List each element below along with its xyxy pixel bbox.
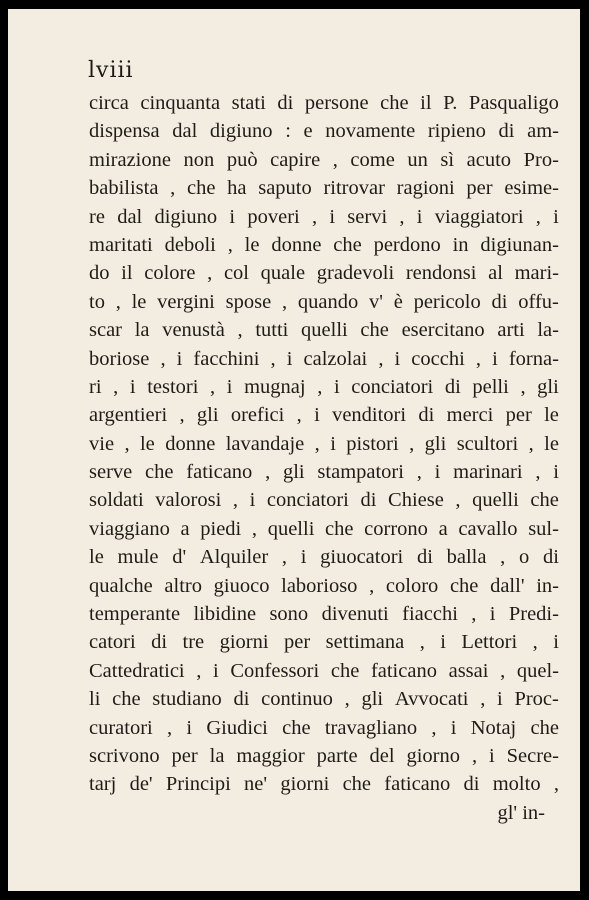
text-line: scar la venustà , tutti quelli che esercitano arti la- [89,319,559,342]
text-line: vie , le donne lavandaje , i pistori , gli scultori , le [89,432,559,455]
text-line: scrivono per la maggior parte del giorno , i Secre- [89,744,559,767]
page-number: lviii [88,58,134,83]
text-line: le mule d' Alquiler , i giuocatori di balla , o di [89,546,559,569]
text-line: soldati valorosi , i conciatori di Chiese , quelli che [89,489,559,512]
text-line: li che studiano di continuo , gli Avvocati , i Proc- [89,688,559,711]
text-line: circa cinquanta stati di persone che il P. Pasqualigo [89,92,559,114]
text-line: tarj de' Principi ne' giorni che faticano di molto , [89,773,559,796]
text-line: maritati deboli , le donne che perdono in digiunan- [89,233,559,256]
text-line: babilista , che ha saputo ritrovar ragioni per esime- [89,177,559,200]
book-page [8,9,580,891]
text-line: mirazione non può capire , come un sì acuto Pro- [89,148,559,171]
text-line: viaggiano a piedi , quelli che corrono a cavallo sul- [89,517,559,540]
text-line: to , le vergini spose , quando v' è pericolo di offu- [89,290,559,313]
text-line: dispensa dal digiuno : e novamente ripieno di am- [89,120,559,143]
body-text [89,89,559,827]
text-line: qualche altro giuoco laborioso , coloro che dall' in- [89,574,559,597]
text-line: re dal digiuno i poveri , i servi , i viaggiatori , i [89,205,559,228]
text-line: curatori , i Giudici che travagliano , i Notaj che [89,716,559,739]
text-line: Cattedratici , i Confessori che faticano assai , quel- [89,659,559,682]
text-line: serve che faticano , gli stampatori , i marinari , i [89,461,559,484]
text-line: boriose , i facchini , i calzolai , i cocchi , i forna- [89,347,559,370]
text-line: argentieri , gli orefici , i venditori di merci per le [89,404,559,427]
text-line: ri , i testori , i mugnaj , i conciatori di pelli , gli [89,375,559,398]
text-line: catori di tre giorni per settimana , i Lettori , i [89,631,559,654]
catchword: gl' in- [497,801,545,824]
text-line: temperante libidine sono divenuti fiacchi , i Predi- [89,603,559,626]
text-line: do il colore , col quale gradevoli rendonsi al mari- [89,262,559,285]
